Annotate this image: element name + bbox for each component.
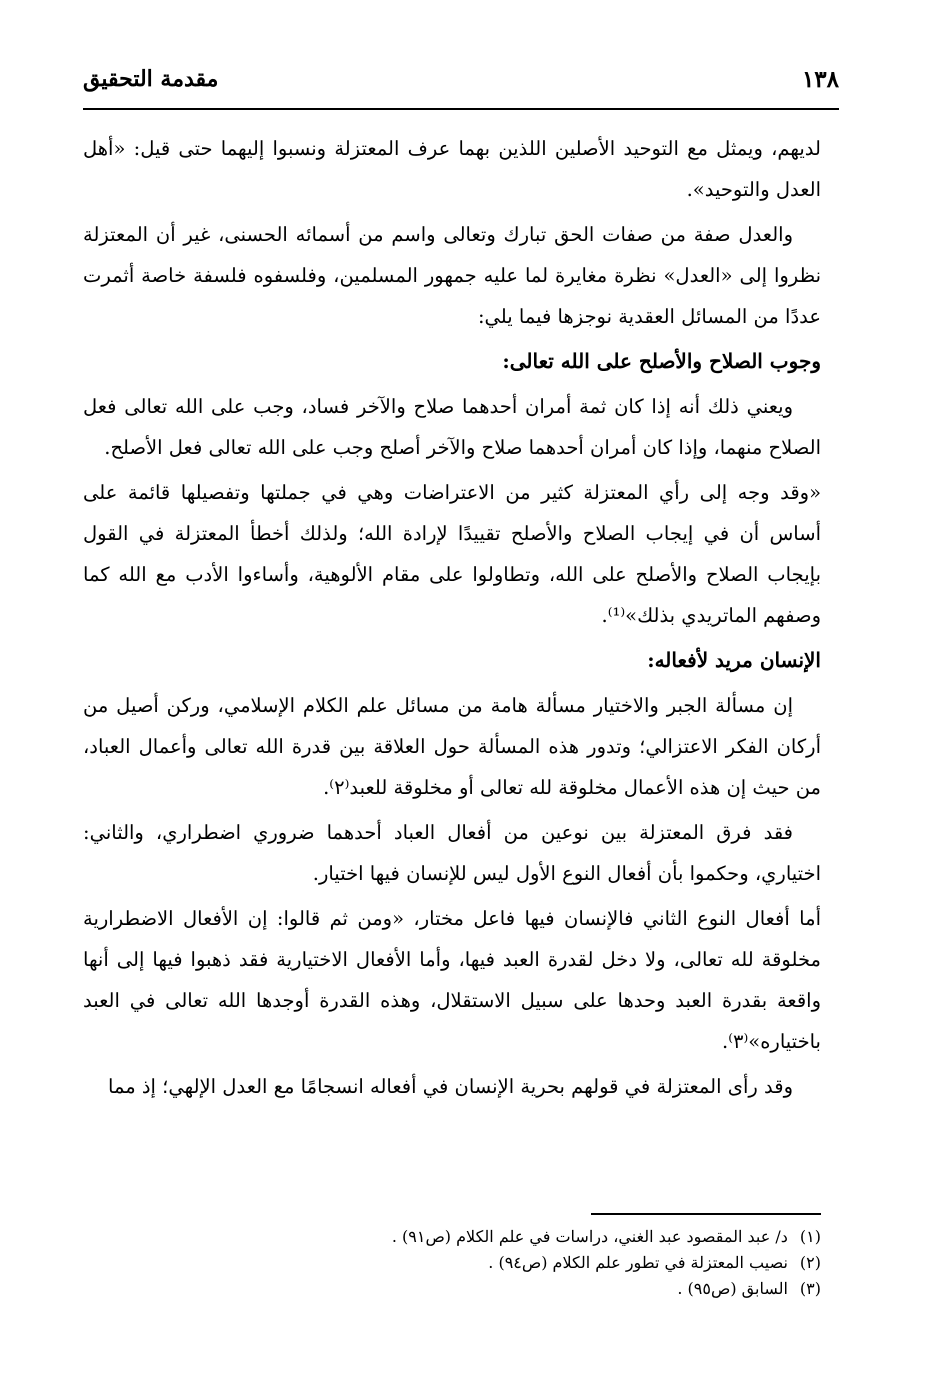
footnote-text: السابق (ص٩٥) . (677, 1279, 788, 1298)
section-heading-salah: وجوب الصلاح والأصلح على الله تعالى: (502, 349, 821, 373)
main-text (83, 128, 821, 1111)
page-number: ١٣٨ (801, 66, 839, 93)
footnotes (83, 1224, 821, 1302)
footnote-text: د/ عبد المقصود عبد الغني، دراسات في علم الكلام (ص٩١) . (391, 1227, 788, 1246)
footnote (83, 1224, 821, 1250)
footnote-marker: (٣) (799, 1279, 821, 1298)
paragraph-6: فقد فرق المعتزلة بين نوعين من أفعال العباد أحدهما ضروري اضطراري، والثاني: اختياري، وحكموا بأن أفعال النوع الأول ليس للإنسان فيها اختيار. (83, 821, 821, 885)
running-head: مقدمة التحقيق (83, 66, 219, 92)
paragraph-4: «وقد وجه إلى رأي المعتزلة كثير من الاعتراضات وهي في جملتها وتفصيلها قائمة على أساس أن في إيجاب الصلاح والأصلح تقييدًا لإرادة الله؛ ولذلك أخطأ المعتزلة في القول بإيجاب الصلاح والأصلح على الله، وتطاولوا على مقام الألوهية، وأساءوا الأدب مع الله كما وصفهم الماتريدي بذلك»⁽¹⁾. (83, 481, 821, 627)
footnote (83, 1250, 821, 1276)
footnote-text: نصيب المعتزلة في تطور علم الكلام (ص٩٤) . (488, 1253, 788, 1272)
paragraph-3: ويعني ذلك أنه إذا كان ثمة أمران أحدهما صلاح والآخر فساد، وجب على الله تعالى فعل الصلاح منهما، وإذا كان أمران أحدهما صلاح والآخر أصلح وجب على الله تعالى فعل الأصلح. (83, 395, 821, 459)
paragraph-1: لديهم، ويمثل مع التوحيد الأصلين اللذين بهما عرف المعتزلة ونسبوا إليهما حتى قيل: «أهل العدل والتوحيد». (83, 137, 821, 201)
paragraph-8: وقد رأى المعتزلة في قولهم بحرية الإنسان في أفعاله انسجامًا مع العدل الإلهي؛ إذ مما (108, 1075, 793, 1098)
footnote-rule (591, 1213, 821, 1215)
header-rule (83, 108, 839, 110)
footnote (83, 1276, 821, 1302)
paragraph-2: والعدل صفة من صفات الحق تبارك وتعالى واسم من أسمائه الحسنى، غير أن المعتزلة نظروا إلى «العدل» نظرة مغايرة لما عليه جمهور المسلمين، وفلسفوه فلسفة خاصة أثمرت عددًا من المسائل العقدية نوجزها فيما يلي: (83, 223, 821, 328)
paragraph-5: إن مسألة الجبر والاختيار مسألة هامة من مسائل علم الكلام الإسلامي، وركن أصيل من أركان الفكر الاعتزالي؛ وتدور هذه المسألة حول العلاقة بين قدرة الله تعالى وأعمال العباد، من حيث إن هذه الأعمال مخلوقة لله تعالى أو مخلوقة للعبد⁽٢⁾. (83, 694, 821, 799)
page-header (83, 66, 839, 106)
footnote-marker: (١) (799, 1227, 821, 1246)
paragraph-7: أما أفعال النوع الثاني فالإنسان فيها فاعل مختار، «ومن ثم قالوا: إن الأفعال الاضطرارية مخلوقة لله تعالى، ولا دخل لقدرة العبد فيها، وأما الأفعال الاختيارية فقد ذهبوا فيها إلى أنها واقعة بقدرة العبد وحدها على سبيل الاستقلال، وهذه القدرة أوجدها الله تعالى في العبد باختياره»⁽٣⁾. (83, 907, 821, 1053)
section-heading-insan: الإنسان مريد لأفعاله: (647, 648, 821, 672)
footnote-marker: (٢) (799, 1253, 821, 1272)
